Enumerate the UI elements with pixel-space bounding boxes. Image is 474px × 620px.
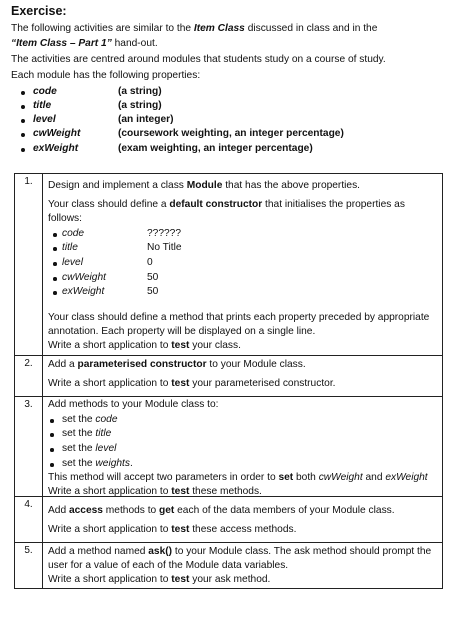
bullet-icon xyxy=(21,91,25,95)
task1-line-4: Your class should define a method that prints each property preceded by appropriate xyxy=(48,312,430,323)
task1-line-6: Write a short application to test your class. xyxy=(48,340,241,351)
bullet-icon xyxy=(50,448,54,452)
task3-line-2: This method will accept two parameters in order to set both cwWeight and exWeight xyxy=(48,472,428,483)
task-number: 1. xyxy=(15,174,43,356)
exercise-heading: Exercise: xyxy=(11,4,67,18)
bullet-icon xyxy=(21,133,25,137)
bullet-icon xyxy=(50,463,54,467)
task-row-5 xyxy=(15,543,443,589)
task1-line-1: Design and implement a class Module that has the above properties. xyxy=(48,180,361,191)
bullet-icon xyxy=(53,247,57,251)
bullet-icon xyxy=(21,119,25,123)
task-body: Design and implement a class Module that has the above properties. Your class should define a default constructor that initialises the properties as follows: code ?????? title No Title level 0 cwWeight 50 exWeight 50 Your class should define a method that prints each property preceded by appropriate annotation. Each property will be displayed on a single line. Write a short application to test your class. xyxy=(43,174,443,356)
task-number: 5. xyxy=(15,543,43,589)
bullet-icon xyxy=(53,291,57,295)
bullet-icon xyxy=(53,262,57,266)
intro-line-3: The activities are centred around modules that students study on a course of study. xyxy=(11,54,386,65)
bullet-icon xyxy=(21,105,25,109)
intro-line-1: The following activities are similar to the Item Class discussed in class and in the xyxy=(11,23,378,34)
task2-line-1: Add a parameterised constructor to your Module class. xyxy=(48,359,306,370)
bullet-icon xyxy=(50,419,54,423)
task-row-3 xyxy=(15,397,443,497)
task-body: Add methods to your Module class to: set the code set the title set the level set the weights. This method will accept two parameters in order to set both cwWeight and exWeight Write a short application to test these methods. xyxy=(43,397,443,497)
task-body xyxy=(43,356,443,397)
intro-line-4: Each module has the following properties: xyxy=(11,70,201,81)
task2-line-2: Write a short application to test your parameterised constructor. xyxy=(48,378,336,389)
task3-line-3: Write a short application to test these methods. xyxy=(48,486,262,497)
task1-line-3: follows: xyxy=(48,213,82,224)
task-number: 4. xyxy=(15,497,43,543)
tasks-table xyxy=(14,173,443,589)
bullet-icon xyxy=(53,277,57,281)
bullet-icon xyxy=(50,433,54,437)
task-body xyxy=(43,543,443,589)
task-number: 3. xyxy=(15,397,43,497)
task-row-1 xyxy=(15,174,443,356)
task4-line-2: Write a short application to test these access methods. xyxy=(48,524,297,535)
task5-line-1: Add a method named ask() to your Module class. The ask method should prompt the xyxy=(48,546,432,557)
task-row-4 xyxy=(15,497,443,543)
task1-line-2: Your class should define a default constructor that initialises the properties as xyxy=(48,199,405,210)
task-body xyxy=(43,497,443,543)
task-row-2 xyxy=(15,356,443,397)
task1-line-5: annotation. Each property will be displayed on a single line. xyxy=(48,326,316,337)
intro-line-2: “Item Class – Part 1” hand-out. xyxy=(11,38,158,49)
task4-line-1: Add access methods to get each of the data members of your Module class. xyxy=(48,505,395,516)
bullet-icon xyxy=(53,233,57,237)
task5-line-2: user for a value of each of the Module data variables. xyxy=(48,560,289,571)
bullet-icon xyxy=(21,148,25,152)
task-number: 2. xyxy=(15,356,43,397)
task3-line-1: Add methods to your Module class to: xyxy=(48,399,219,410)
task5-line-3: Write a short application to test your ask method. xyxy=(48,574,271,585)
